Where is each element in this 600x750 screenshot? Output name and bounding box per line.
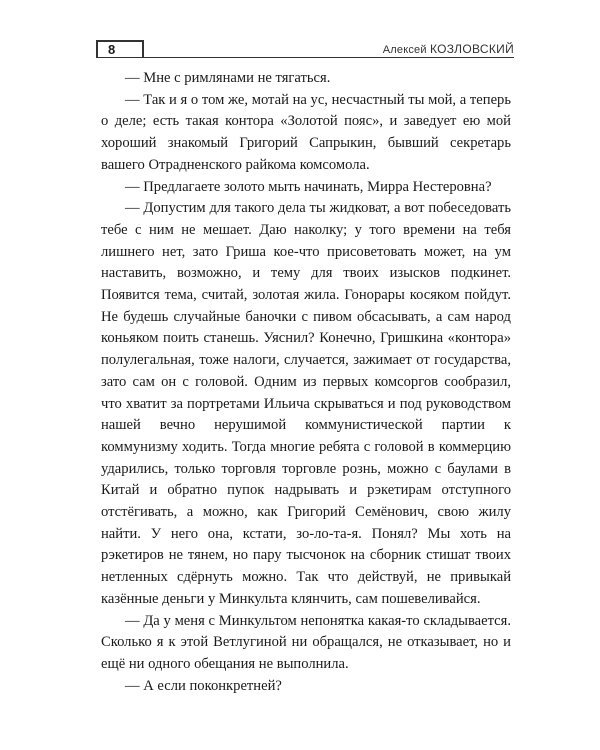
paragraph: — Предлагаете золото мыть начинать, Мирра Нестеровна? [125, 178, 492, 195]
author-first-name: Алексей [382, 44, 427, 56]
author-surname: КОЗЛОВСКИЙ [429, 42, 514, 56]
paragraph: — Так и я о том же, мотай на ус, несчастный ты мой, а теперь о деле; есть такая контора «Золотой пояс», и заведует ею мой хороший знакомый Григорий Сапрыкин, бывший секретарь вашего Отрадненского райкома комсомола. [101, 91, 511, 173]
body-text [101, 68, 511, 697]
paragraph: — А если поконкретней? [125, 677, 282, 694]
paragraph: — Да у меня с Минкультом непонятка какая-то складывается. Сколько я к этой Ветлугиной ни обращался, не отказывает, но и ещё ни одного обещания не выполнила. [101, 612, 511, 672]
header-rule [96, 57, 514, 58]
page-number: 8 [96, 40, 144, 58]
running-head [383, 42, 514, 56]
paragraph: — Мне с римлянами не тягаться. [125, 70, 331, 86]
paragraph: — Допустим для такого дела ты жидковат, а вот побеседовать тебе с ним не мешает. Даю наколку; у того времени на тебя лишнего нет, зато Гриша кое-что присоветовать может, на ум наставить, возможно, и тему для твоих изысков подкинет. Появится тема, считай, золотая жила. Гонорары косяком пойдут. Не будешь случайные баночки с пивом обсасывать, а сам народ коньяком поить станешь. Уяснил? Конечно, Гришкина «контора» полулегальная, тоже налоги, случается, зажимает от государства, зато сам он с головой. Одним из первых комсоргов сообразил, что хватит за портретами Ильича скрываться и под руководством нашей вечно нерушимой коммунистической партии к коммунизму ходить. Тогда многие ребята с головой в коммерцию ударились, только торговля торговле рознь, можно с баулами в Китай и обратно пупок надрывать и рэкетирам отступного отстёгивать, а можно, как Григорий Семёнович, свою жилу найти. У него она, кстати, зо-ло-та-я. Понял? Мы хоть на рэкетиров не тянем, но пару тысчонок на сборник стишат твоих нетленных сдёрнуть можно. Так что действуй, не привыкай казённые деньги у Минкульта клянчить, сам пошевеливайся. [101, 200, 511, 607]
